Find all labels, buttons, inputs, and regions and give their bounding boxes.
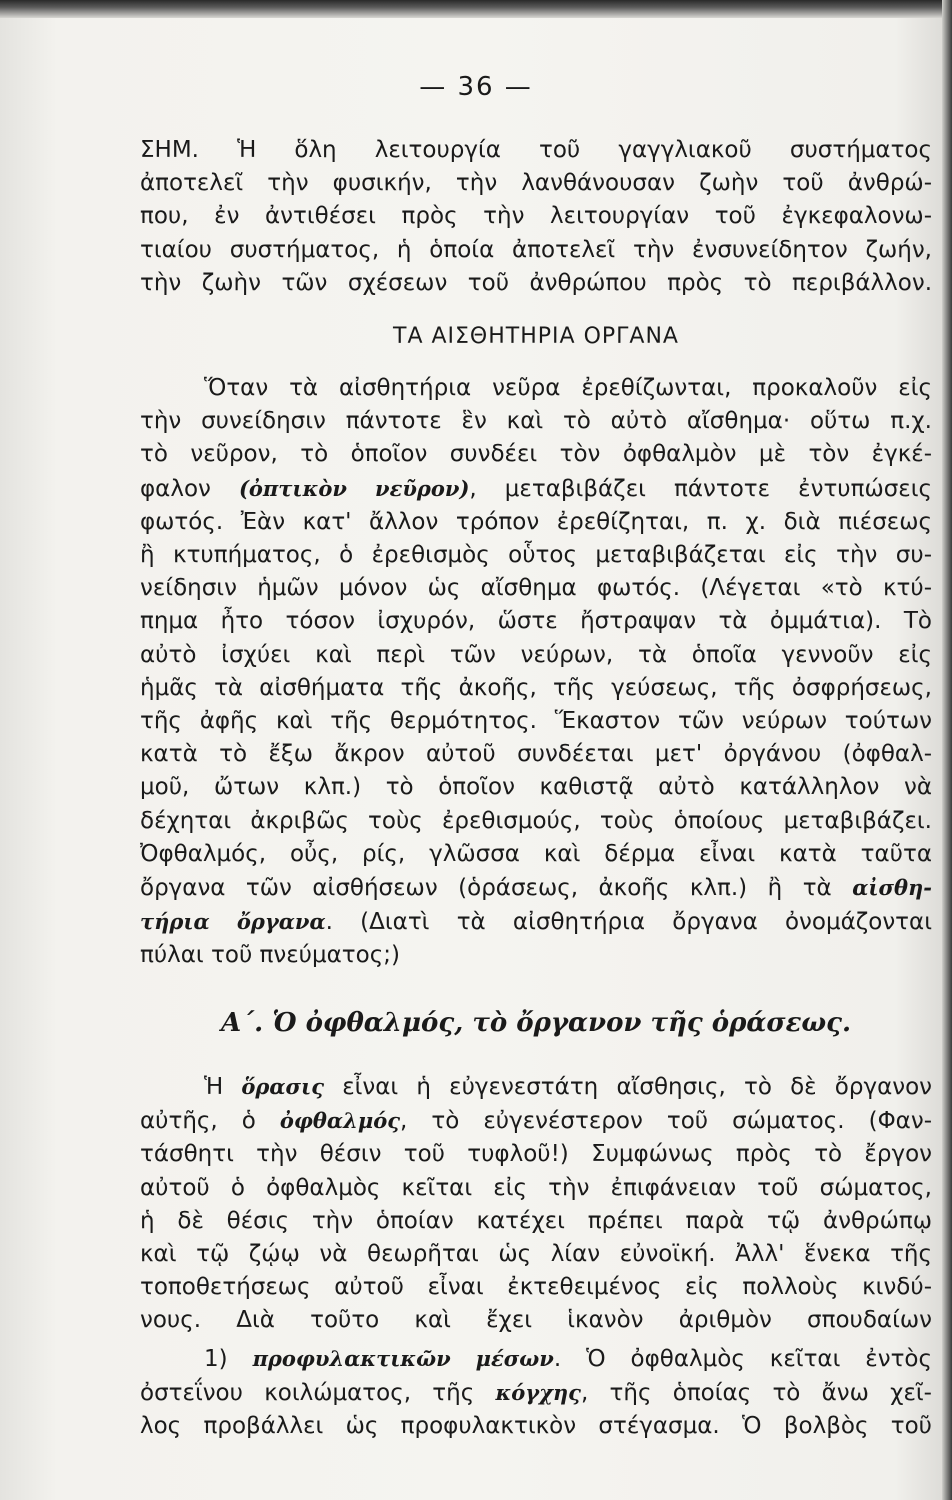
text-line	[140, 1342, 932, 1376]
page-number: — 36 —	[419, 72, 533, 102]
paragraph-vision	[140, 1070, 932, 1338]
text-line: τὸ νεῦρον, τὸ ὁποῖον συνδέει τὸν ὀφθαλμὸν μὲ τὸν ἐγκέ-	[140, 441, 932, 468]
text-line: αὐτοῦ ὁ ὀφθαλμὸς κεῖται εἰς τὴν ἐπιφάνειαν τοῦ σώματος,	[140, 1174, 932, 1201]
text-line: τάσθητι τὴν θέσιν τοῦ τυφλοῦ!) Συμφώνως πρὸς τὸ ἔργον	[140, 1141, 932, 1168]
text-line	[140, 1070, 932, 1104]
text-line	[140, 871, 932, 905]
text-line: τῆς ἀφῆς καὶ τῆς θερμότητος. Ἕκαστον τῶν νεύρων τούτων	[140, 708, 932, 735]
text-line	[140, 1376, 932, 1410]
text-line: πημα ἦτο τόσον ἰσχυρόν, ὥστε ἤστραψαν τὰ ὀμμάτια). Τὸ	[140, 608, 932, 635]
text-line: ἀποτελεῖ τὴν φυσικήν, τὴν λανθάνουσαν ζωὴν τοῦ ἀνθρώ-	[140, 170, 932, 197]
text-line	[140, 472, 932, 506]
section-title: ΤΑ ΑΙΣΘΗΤΗΡΙΑ ΟΡΓΑΝΑ	[393, 324, 679, 349]
note-paragraph	[140, 134, 932, 300]
text-line: φωτός. Ἐὰν κατ' ἄλλον τρόπον ἐρεθίζηται, π. χ. διὰ πιέσεως	[140, 508, 932, 535]
paragraph-protective-means	[140, 1342, 932, 1444]
emphasis-sense-organs: αἰσθη-	[852, 875, 932, 901]
emphasis-orbit: κόγχης	[495, 1380, 581, 1406]
text-line: καὶ τῷ ζῴῳ νὰ θεωρῆται ὡς λίαν εὐνοϊκή. Ἀλλ' ἕνεκα τῆς	[140, 1241, 932, 1268]
text-line: λος προβάλλει ὡς προφυλακτικὸν στέγασμα. Ὁ βολβὸς τοῦ	[140, 1413, 932, 1440]
text-run: αὐτῆς, ὁ	[140, 1108, 280, 1135]
text-line: που, ἐν ἀντιθέσει πρὸς τὴν λειτουργίαν τοῦ ἐγκεφαλονω-	[140, 203, 932, 230]
scan-edge-top	[0, 0, 952, 18]
text-line	[140, 1104, 932, 1138]
text-line: τὴν ζωὴν τῶν σχέσεων τοῦ ἀνθρώπου πρὸς τὸ περιβάλλον.	[140, 269, 932, 296]
text-run: ὄργανα τῶν αἰσθήσεων (ὁράσεως, ἀκοῆς κλπ.) ἢ τὰ	[140, 875, 853, 902]
text-line: πύλαι τοῦ πνεύματος;)	[140, 942, 400, 969]
emphasis-optic-nerve: (ὀπτικὸν νεῦρον)	[238, 475, 470, 501]
chapter-heading: Α΄. Ὁ ὀφθαλμός, τὸ ὄργανον τῆς ὁράσεως.	[220, 1008, 852, 1038]
text-line	[140, 905, 932, 939]
emphasis-eye: ὀφθαλμός	[279, 1108, 400, 1134]
text-line: νείδησιν ἡμῶν μόνον ὡς αἴσθημα φωτός. (Λέγεται «τὸ κτύ-	[140, 575, 932, 602]
text-line: ΣΗΜ. Ἡ ὅλη λειτουργία τοῦ γαγγλιακοῦ συστήματος	[140, 137, 932, 163]
paragraph-sense-organs	[140, 372, 932, 973]
text-run: ὀστεΐνου κοιλώματος, τῆς	[140, 1380, 496, 1407]
emphasis-sense-organs-cont: τήρια ὄργανα	[140, 909, 326, 935]
text-line: ἡμᾶς τὰ αἰσθήματα τῆς ἀκοῆς, τῆς γεύσεως, τῆς ὀσφρήσεως,	[140, 674, 932, 701]
text-line: ἡ δὲ θέσις τὴν ὁποίαν κατέχει πρέπει παρὰ τῷ ἀνθρώπῳ	[140, 1207, 932, 1234]
text-line: Ὀφθαλμός, οὖς, ρίς, γλῶσσα καὶ δέρμα εἶναι κατὰ ταῦτα	[140, 840, 932, 867]
text-run: . Ὁ ὀφθαλμὸς κεῖται ἐντὸς	[553, 1346, 932, 1372]
text-line: Ὅταν τὰ αἰσθητήρια νεῦρα ἐρεθίζωνται, προκαλοῦν εἰς	[204, 375, 932, 401]
text-run: φαλον	[140, 475, 239, 502]
text-run: , τῆς ὁποίας τὸ ἄνω χεῖ-	[580, 1380, 932, 1407]
text-run: . (Διατὶ τὰ αἰσθητήρια ὄργανα ὀνομάζονται	[325, 909, 932, 936]
text-line: τὴν συνείδησιν πάντοτε ἓν καὶ τὸ αὐτὸ αἴσθημα· οὕτω π.χ.	[140, 408, 932, 435]
text-run: , μεταβιβάζει πάντοτε ἐντυπώσεις	[469, 475, 932, 502]
text-line: ἢ κτυπήματος, ὁ ἐρεθισμὸς οὗτος μεταβιβάζεται εἰς τὴν συ-	[140, 542, 932, 569]
text-run: εἶναι ἡ εὐγενεστάτη αἴσθησις, τὸ δὲ ὄργανον	[324, 1074, 933, 1100]
text-line: τιαίου συστήματος, ἡ ὁποία ἀποτελεῖ τὴν ἐνσυνείδητον ζωήν,	[140, 236, 932, 263]
text-line: μοῦ, ὤτων κλπ.) τὸ ὁποῖον καθιστᾷ αὐτὸ κατάλληλον νὰ	[140, 774, 932, 801]
text-line: τοποθετήσεως αὐτοῦ εἶναι ἐκτεθειμένος εἰς πολλοὺς κινδύ-	[140, 1274, 932, 1301]
text-line: αὐτὸ ἰσχύει καὶ περὶ τῶν νεύρων, τὰ ὁποῖα γεννοῦν εἰς	[140, 641, 932, 668]
text-line: νους. Διὰ τοῦτο καὶ ἔχει ἱκανὸν ἀριθμὸν σπουδαίων	[140, 1307, 932, 1334]
emphasis-vision: ὅρασις	[241, 1074, 324, 1099]
text-run: , τὸ εὐγενέστερον τοῦ σώματος. (Φαν-	[400, 1108, 932, 1135]
emphasis-protective-means: προφυλακτικῶν μέσων	[252, 1346, 554, 1371]
scan-edge-right	[942, 0, 952, 1500]
text-line: κατὰ τὸ ἔξω ἄκρον αὐτοῦ συνδέεται μετ' ὀργάνου (ὀφθαλ-	[140, 741, 932, 768]
text-line: δέχηται ἀκριβῶς τοὺς ἐρεθισμούς, τοὺς ὁποίους μεταβιβάζει.	[140, 807, 932, 834]
text-run: Ἡ	[204, 1074, 242, 1100]
text-run: 1)	[204, 1346, 253, 1372]
